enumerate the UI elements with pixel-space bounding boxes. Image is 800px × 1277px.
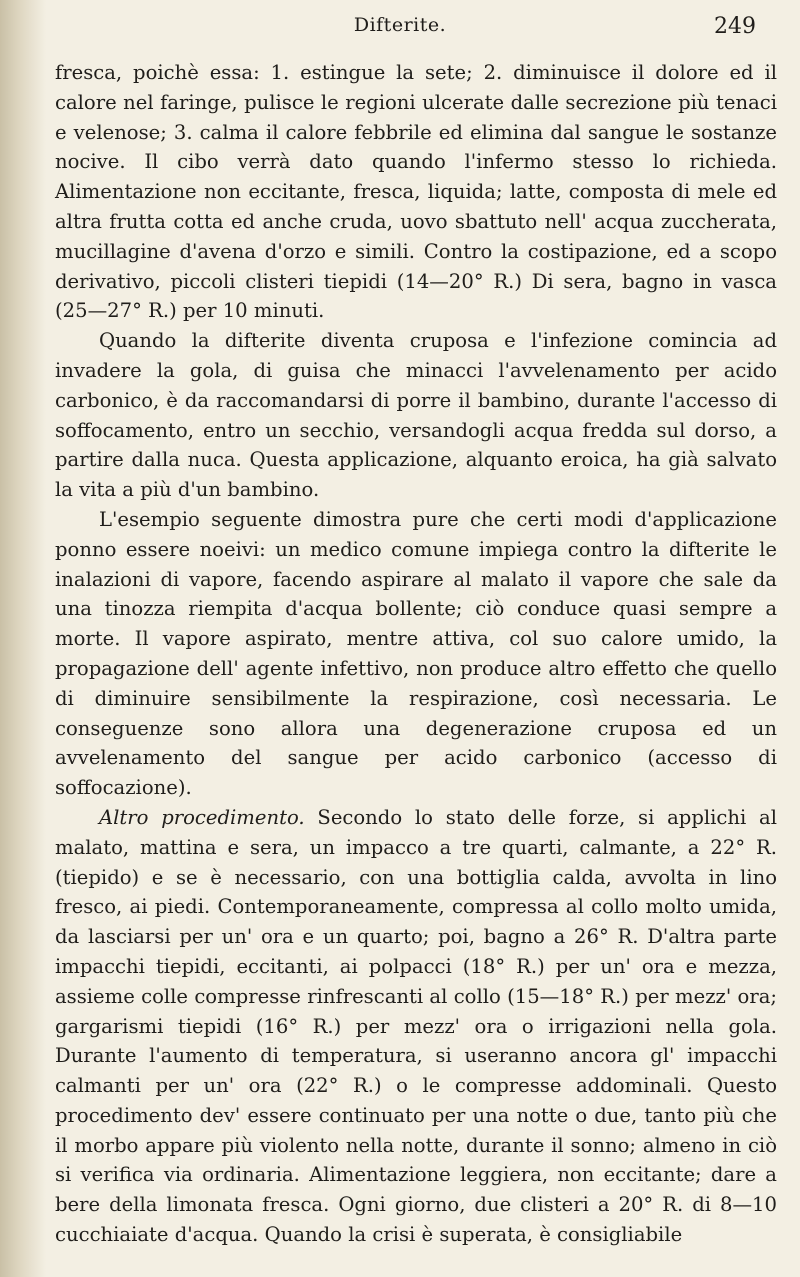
paragraph-1: fresca, poichè essa: 1. estingue la sete; 2. diminuisce il dolore ed il calore nel faringe, pulisce le regioni ulcerate dalle secrezione più tenaci e velenose; 3. calma il calore febbrile ed elimina dal sangue le sostanze nocive. Il cibo verrà dato quando l'infermo stesso lo richieda. Alimentazione non eccitante, fresca, liquida; latte, composta di mele ed altra frutta cotta ed anche cruda, uovo sbattuto nell' acqua zuccherata, mucillagine d'avena d'orzo e simili. Contro la costipazione, ed a scopo derivativo, piccoli clisteri tiepidi (14—20° R.) Di sera, bagno in vasca (25—27° R.) per 10 minuti. (55, 61, 777, 323)
paragraph-4-text: Secondo lo stato delle forze, si applichi al malato, mattina e sera, un impacco a tre quarti, calmante, a 22° R. (tiepido) e se è necessario, con una bottiglia calda, avvolta in lino fresco, ai piedi. Contemporaneamente, compressa al collo molto umida, da lasciarsi per un' ora e un quarto; poi, bagno a 26° R. D'altra parte impacchi tiepidi, eccitanti, ai polpacci (18° R.) per un' ora e mezza, assieme colle compresse rinfrescanti al collo (15—18° R.) per mezz' ora; gargarismi tiepidi (16° R.) per mezz' ora o irrigazioni nella gola. Durante l'aumento di temperatura, si useranno ancora gl' impacchi calmanti per un' ora (22° R.) o le compresse addominali. Questo procedimento dev' essere continuato per una notte o due, tanto più che il morbo appare più violento nella notte, durante il sonno; almeno in ciò si verifica via ordinaria. Alimentazione leggiera, non eccitante; dare a bere della limonata fresca. Ogni giorno, due clisteri a 20° R. di 8—10 cucchiaiate d'acqua. Quando la crisi è superata, è consigliabile (55, 805, 777, 1247)
paragraph-2: Quando la difterite diventa cruposa e l'infezione comincia ad invadere la gola, di guisa che minacci l'avvelenamento per acido carbonico, è da raccomandarsi di porre il bambino, durante l'accesso di soffocamento, entro un secchio, versandogli acqua fredda sul dorso, a partire dalla nuca. Questa applicazione, alquanto eroica, ha già salvato la vita a più d'un bambino. (55, 329, 777, 502)
section-heading-italic: Altro procedimento. (99, 805, 305, 829)
page-number: 249 (714, 14, 756, 39)
running-header (0, 14, 800, 44)
body-text (55, 58, 777, 1250)
paragraph-3: L'esempio seguente dimostra pure che certi modi d'applicazione ponno essere noeivi: un medico comune impiega contro la difterite le inalazioni di vapore, facendo aspirare al malato il vapore che sale da una tinozza riempita d'acqua bollente; ciò conduce quasi sempre a morte. Il vapore aspirato, mentre attiva, col suo calore umido, la propagazione dell' agente infettivo, non produce altro effetto che quello di diminuire sensibilmente la respirazione, così necessaria. Le conseguenze sono allora una degenerazione cruposa ed un avvelenamento del sangue per acido carbonico (accesso di soffocazione). (55, 507, 777, 800)
header-title: Difterite. (353, 14, 447, 36)
paragraph-4 (55, 803, 777, 1250)
binding-shadow (0, 0, 46, 1277)
